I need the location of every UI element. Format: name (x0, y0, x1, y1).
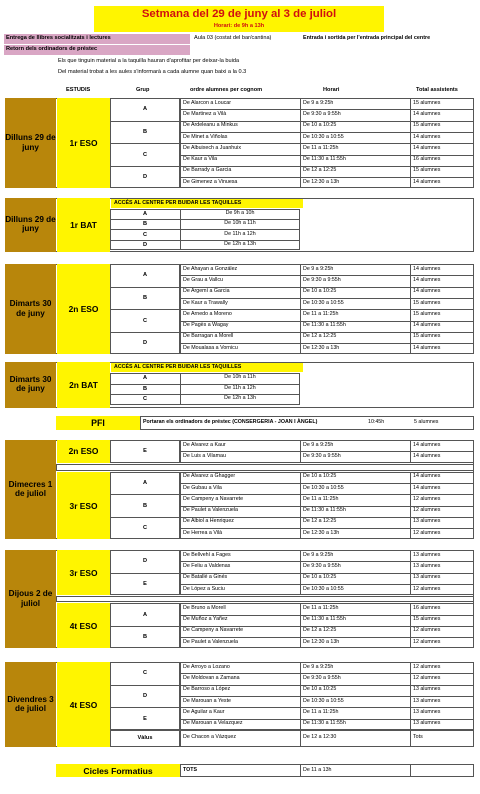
table-row-total: 15 alumnes (413, 99, 441, 106)
group-divider (110, 494, 180, 495)
table-row-name: De Barragan a Morell (183, 333, 234, 340)
table-row-name: De Ardeleanu a Minkus (183, 122, 238, 129)
table-row-name: De Campeny a Navarrete (183, 627, 244, 634)
table-row-name: De Albuixech a Juanhuix (183, 144, 242, 151)
group-label: E (143, 580, 147, 587)
table-row-total: 14 alumnes (413, 322, 441, 329)
table-row-name: De Alvarez a Kaur (183, 441, 226, 448)
header-total: Total assistents (416, 87, 458, 93)
group-label: C (142, 670, 148, 677)
note-2: Del material trobat a les aules s'informarà a cada alumne quan baixi a la 0.3 (58, 69, 247, 75)
group-divider (110, 517, 180, 518)
table-row-name: De Kaur a Trawally (183, 299, 228, 306)
table-row-total: 13 alumnes (413, 518, 441, 525)
table-row-time: De 12:30 a 13h (303, 344, 340, 351)
row-divider (180, 637, 474, 638)
row-divider (110, 229, 300, 230)
table-row-total: 16 alumnes (413, 604, 441, 611)
table-row-time: De 11:30 a 11:55h (303, 156, 346, 163)
table-row-time: De 9 a 9:25h (303, 663, 334, 670)
table-row-total: 13 alumnes (413, 551, 441, 558)
row-divider (110, 384, 300, 385)
table-row-time: De 10:30 a 10:55 (303, 484, 344, 491)
group-label: C (142, 231, 148, 238)
table-row-name: De Campeny a Navarrete (183, 495, 244, 502)
table-row-total: 14 alumnes (413, 276, 441, 283)
row-divider (180, 696, 474, 697)
table-row-total: 15 alumnes (413, 167, 441, 174)
row-divider (180, 343, 474, 344)
bat-time: De 12h a 13h (224, 240, 256, 247)
table-row-name: De Paulet a Valenzuela (183, 638, 238, 645)
table-row-total: 15 alumnes (413, 310, 441, 317)
table-row-name: De Moualasa a Vornicu (183, 344, 238, 351)
table-row-name: De Paulet a Valenzuela (183, 507, 238, 514)
table-row-name: De Marouan a Velazquez (183, 720, 243, 727)
table-row-time: De 10 a 10:25 (303, 686, 337, 693)
table-row-time: De 9:30 a 9:55h (303, 110, 341, 117)
table-row-time: De 11:30 a 11:55h (303, 720, 346, 727)
table-row-name: De Alarcon a Loucar (183, 99, 231, 106)
group-label: B (142, 502, 148, 509)
table-row-name: De Pagès a Wagay (183, 322, 229, 329)
header-estudis: ESTUDIS (66, 87, 91, 93)
table-row-time: De 9:30 a 9:55h (303, 452, 341, 459)
study-label: 2n ESO (68, 304, 99, 315)
table-row-total: 14 alumnes (413, 133, 441, 140)
group-label: B (142, 634, 148, 641)
group-label: C (142, 317, 148, 324)
study-label: 3r ESO (69, 500, 98, 511)
table-row-time: De 9 a 9:25h (303, 551, 334, 558)
pfi-text: Portaran els ordinadors de préstec (CONSERGERIA - JOAN I ÀNGEL) (143, 419, 318, 425)
table-row-name: De Arnedo a Moreno (183, 310, 232, 317)
group-divider (110, 626, 180, 627)
table-row-name: De Batallé a Ginés (183, 574, 228, 581)
table-row-time: De 10:30 a 10:55 (303, 133, 344, 140)
table-row-time: De 11:30 a 11:55h (303, 507, 346, 514)
table-row-name: De Barroso a López (183, 686, 231, 693)
row-divider (110, 240, 300, 241)
table-row-total: 14 alumnes (413, 144, 441, 151)
day-label: Dimecres 1 de juliol (8, 479, 53, 499)
table-row-total: 15 alumnes (413, 333, 441, 340)
table-row-total: 14 alumnes (413, 452, 441, 459)
table-row-name: De Gubau a Vila (183, 484, 222, 491)
access-label: ACCÉS AL CENTRE PER BUIDAR LES TAQUILLES (114, 364, 242, 370)
col-divider (300, 730, 301, 747)
note-1: Els que tinguin material a la taquilla hauran d'aprofitar per deixar-la buida (58, 58, 240, 64)
group-divider (110, 309, 180, 310)
group-divider (110, 707, 180, 708)
group-label: A (142, 611, 148, 618)
table-row-time: De 12:30 a 13h (303, 178, 340, 185)
table-row-total: 12 alumnes (413, 507, 441, 514)
page-title: Setmana del 29 de juny al 3 de juliol (141, 8, 337, 20)
table-row-name: De López a Suciu (183, 585, 225, 592)
group-divider (110, 573, 180, 574)
table-row-name: De Muñoz a Yañez (183, 616, 228, 623)
table-row-name: De Barrady a Garcia (183, 167, 232, 174)
table-row-total: 15 alumnes (413, 299, 441, 306)
header-grup: Grup (136, 87, 150, 93)
table-row-time: De 10 a 10:25 (303, 473, 337, 480)
group-divider (110, 685, 180, 686)
group-label: D (142, 692, 148, 699)
row-divider (180, 483, 474, 484)
study-label: 2n ESO (68, 446, 99, 457)
day-label: Dilluns 29 de juny (5, 215, 56, 234)
return-label: Retorn dels ordinadors de préstec (6, 46, 98, 52)
table-row-time: De 9 a 9:25h (303, 99, 334, 106)
table-row-name: De Arroyo a Lozano (183, 663, 230, 670)
table-row-total: 16 alumnes (413, 156, 441, 163)
study-label: 2n BAT (69, 380, 98, 390)
group-label: D (142, 558, 148, 565)
group-label: C (142, 525, 148, 532)
col-divider (300, 764, 301, 777)
table-row-time: De 9:30 a 9:55h (303, 276, 341, 283)
group-label: B (142, 128, 148, 135)
table-row-time: De 9:30 a 9:55h (303, 562, 341, 569)
cicles-time: De 11 a 13h (303, 767, 332, 773)
table-row-name: De Ahayan a González (183, 265, 238, 272)
table-row-time: De 10:30 a 10:55 (303, 585, 344, 592)
page-subtitle: Horari: de 9h a 13h (213, 23, 265, 29)
table-row-name: De Martinez a Vilà (183, 110, 227, 117)
group-label: A (142, 106, 148, 113)
bat-time: De 11h a 12h (224, 384, 256, 391)
bat-time: De 10h a 11h (224, 374, 256, 381)
group-label: B (142, 385, 148, 392)
table-row-total: 13 alumnes (413, 562, 441, 569)
table-row-total: 13 alumnes (413, 574, 441, 581)
group-label: A (142, 375, 148, 382)
table-row-name: De Bruno a Morell (183, 604, 226, 611)
group-label: E (143, 448, 147, 455)
bat-time: De 12h a 13h (224, 395, 256, 402)
day-label: Dimarts 30 de juny (9, 375, 52, 394)
gap-row (56, 464, 474, 471)
table-row-time: De 12 a 12:30 (303, 734, 337, 741)
day-label: Divendres 3 de juliol (7, 694, 54, 713)
table-row-time: De 9 a 9:25h (303, 441, 334, 448)
study-label: 1r ESO (69, 138, 98, 149)
table-row-total: Tots (413, 734, 423, 741)
table-row-name: De Bellvehí a Fages (183, 551, 231, 558)
room-label: Aula 03 (costat del bar/cantina) (194, 35, 272, 41)
col-divider (410, 730, 411, 747)
table-row-total: 13 alumnes (413, 708, 441, 715)
study-label: 4t ESO (69, 699, 98, 710)
study-label: 3r ESO (69, 567, 98, 578)
table-row-name: De Albiol a Henriquez (183, 518, 234, 525)
delivery-label: Entrega de llibres socialitzats i lectures (6, 35, 111, 41)
table-row-total: 12 alumnes (413, 495, 441, 502)
group-label: Vàlus (137, 735, 153, 742)
table-row-time: De 11 a 11:25h (303, 708, 339, 715)
table-row-time: De 10 a 10:25 (303, 122, 337, 129)
group-label: D (142, 241, 148, 248)
table-row-total: 15 alumnes (413, 616, 441, 623)
group-label: B (142, 221, 148, 228)
group-label: A (142, 479, 148, 486)
row-divider (180, 528, 474, 529)
row-divider (180, 298, 474, 299)
table-row-total: 14 alumnes (413, 473, 441, 480)
table-row-total: 12 alumnes (413, 674, 441, 681)
table-row-name: De Feliu a Valdenas (183, 562, 231, 569)
col-divider (410, 764, 411, 777)
table-row-name: De Argemí a Garcia (183, 288, 230, 295)
group-label: D (142, 340, 148, 347)
table-row-total: 13 alumnes (413, 720, 441, 727)
table-row-time: De 9 a 9:25h (303, 265, 334, 272)
table-row-total: 13 alumnes (413, 697, 441, 704)
group-label: D (142, 174, 148, 181)
gap-row (56, 596, 474, 602)
bat-time: De 9h a 10h (225, 210, 255, 217)
day-label: Dijous 2 de juliol (8, 589, 53, 608)
table-row-time: De 10 a 10:25 (303, 288, 337, 295)
bat-time: De 11h a 12h (224, 230, 256, 237)
table-row-total: 12 alumnes (413, 627, 441, 634)
table-row-name: De Moldovan a Zamana (183, 674, 240, 681)
row-divider (180, 177, 474, 178)
table-row-name: De Marouan a Yeste (183, 697, 232, 704)
row-divider (110, 219, 300, 220)
group-divider (110, 287, 180, 288)
group-divider (110, 332, 180, 333)
header-horari: Horari (323, 87, 340, 93)
group-divider (110, 166, 180, 167)
day-label: Dilluns 29 de juny (5, 133, 56, 152)
table-row-time: De 12:30 a 13h (303, 638, 340, 645)
table-row-total: 14 alumnes (413, 344, 441, 351)
day-label: Dimarts 30 de juny (9, 299, 52, 318)
table-row-name: De Kaur a Vila (183, 156, 218, 163)
table-row-name: De Aguilar a Kaur (183, 708, 225, 715)
table-row-total: 12 alumnes (413, 663, 441, 670)
table-row-name: De Minet a Viñolas (183, 133, 228, 140)
group-label: C (142, 396, 148, 403)
table-row-total: 15 alumnes (413, 122, 441, 129)
table-row-time: De 11:30 a 11:55h (303, 322, 346, 329)
study-label: 4t ESO (69, 620, 98, 631)
table-row-time: De 10:30 a 10:55 (303, 697, 344, 704)
study-label: Cicles Formatius (83, 766, 153, 776)
table-row-total: 14 alumnes (413, 288, 441, 295)
table-row-total: 14 alumnes (413, 265, 441, 272)
table-row-name: De Grau a Vallcu (183, 276, 223, 283)
group-label: A (142, 211, 148, 218)
group-label: A (142, 272, 148, 279)
table-row-time: De 11:30 a 11:55h (303, 616, 346, 623)
table-row-total: 12 alumnes (413, 585, 441, 592)
row-divider (180, 132, 474, 133)
bat-time: De 10h a 11h (224, 220, 256, 227)
table-row-time: De 12 a 12:25 (303, 627, 337, 634)
study-label: 1r BAT (70, 220, 97, 230)
table-row-total: 12 alumnes (413, 638, 441, 645)
table-row-total: 14 alumnes (413, 441, 441, 448)
cicles-text: TOTS (183, 767, 198, 773)
table-row-time: De 12:30 a 13h (303, 529, 340, 536)
group-label: B (142, 294, 148, 301)
table-row-time: De 12 a 12:25 (303, 333, 337, 340)
group-label: C (142, 151, 148, 158)
group-divider (110, 121, 180, 122)
table-row-name: De Luis a Vilamau (183, 452, 226, 459)
table-row-time: De 11 a 11:25h (303, 310, 339, 317)
group-divider (110, 143, 180, 144)
table-row-total: 14 alumnes (413, 110, 441, 117)
study-label: PFI (91, 418, 105, 428)
table-row-total: 12 alumnes (413, 529, 441, 536)
table-row-time: De 9:30 a 9:55h (303, 674, 341, 681)
table-row-time: De 11 a 11:25h (303, 604, 339, 611)
table-row-name: De Herrea a Vilà (183, 529, 223, 536)
table-row-time: De 12 a 12:25 (303, 167, 337, 174)
table-row-time: De 11 a 11:25h (303, 495, 339, 502)
table-row-total: 13 alumnes (413, 686, 441, 693)
table-row-time: De 11 a 11:25h (303, 144, 339, 151)
access-label: ACCÉS AL CENTRE PER BUIDAR LES TAQUILLES (114, 200, 242, 206)
row-divider (110, 394, 300, 395)
table-row-time: De 10:30 a 10:55 (303, 299, 344, 306)
table-row-time: De 12 a 12:25 (303, 518, 337, 525)
group-label: E (143, 715, 147, 722)
pfi-time: 10:45h (368, 419, 385, 425)
table-row-total: 14 alumnes (413, 484, 441, 491)
table-row-time: De 10 a 10:25 (303, 574, 337, 581)
row-divider (180, 584, 474, 585)
table-row-total: 14 alumnes (413, 178, 441, 185)
table-row-name: De Chacon a Vázquez (183, 734, 237, 741)
pfi-total: 5 alumnes (414, 419, 439, 425)
entrance-label: Entrada i sortida per l'entrada principal del centre (303, 35, 431, 41)
header-ordre: ordre alumnes per cognom (190, 87, 263, 93)
table-row-name: De Alvarez a Ghagger (183, 473, 236, 480)
table-row-name: De Gimenez a Vinuesa (183, 178, 238, 185)
